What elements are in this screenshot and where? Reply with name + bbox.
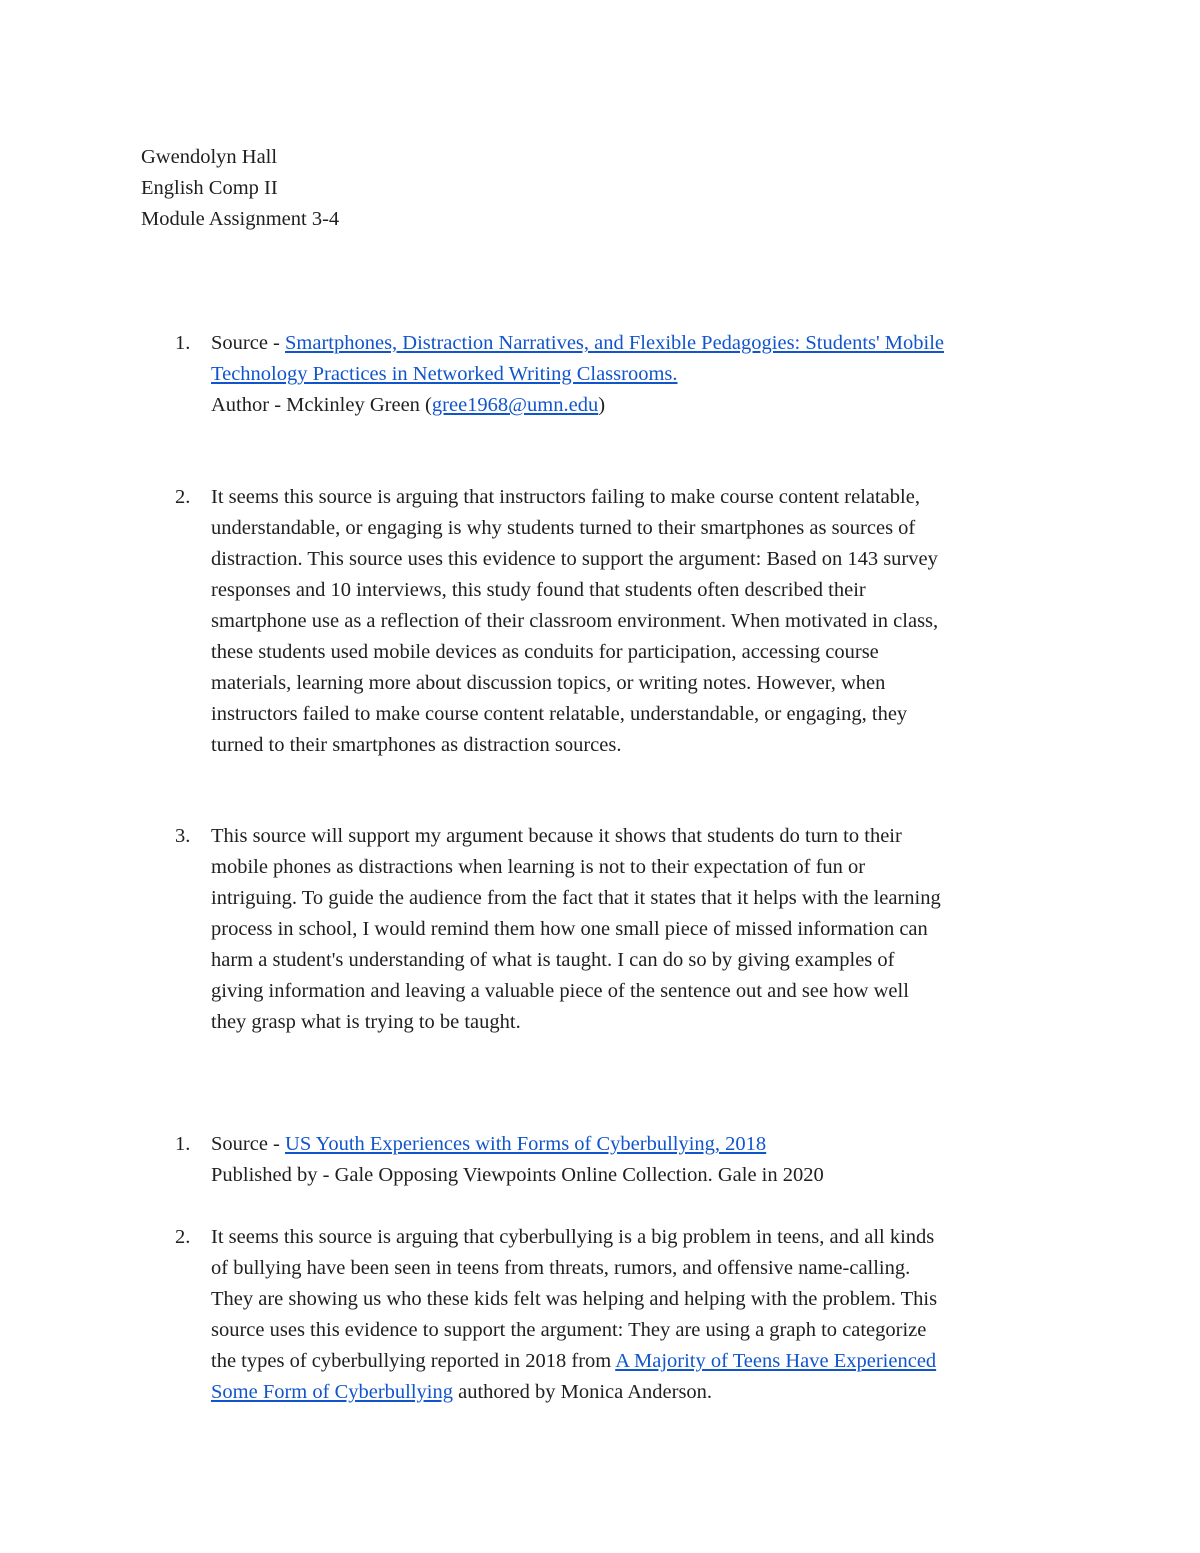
- paragraph-line: It seems this source is arguing that cyberbullying is a big problem in teens, and all kinds: [211, 1226, 935, 1248]
- author-label: Author - Mckinley Green (: [211, 394, 432, 416]
- paragraph-line: they grasp what is trying to be taught.: [211, 1011, 521, 1033]
- paragraph-line: mobile phones as distractions when learning is not to their expectation of fun or: [211, 856, 866, 878]
- paragraph-line: intriguing. To guide the audience from the fact that it states that it helps with the learning: [211, 887, 941, 909]
- paragraph-text: the types of cyberbullying reported in 2018 from: [211, 1350, 616, 1372]
- course-name: English Comp II: [141, 177, 278, 199]
- source-link-smartphones[interactable]: Smartphones, Distraction Narratives, and Flexible Pedagogies: Students' Mobile: [285, 332, 945, 354]
- source-label: Source -: [211, 332, 286, 354]
- source-link-cyberbullying[interactable]: US Youth Experiences with Forms of Cyberbullying, 2018: [285, 1133, 767, 1155]
- assignment-title: Module Assignment 3-4: [141, 208, 340, 230]
- paragraph-line: materials, learning more about discussion topics, or writing notes. However, when: [211, 672, 886, 694]
- paragraph-line: distraction. This source uses this evidence to support the argument: Based on 143 survey: [211, 548, 938, 570]
- article-link-majority-teens-cont[interactable]: Some Form of Cyberbullying: [211, 1381, 454, 1403]
- published-by: Published by - Gale Opposing Viewpoints Online Collection. Gale in 2020: [211, 1164, 824, 1186]
- paragraph-line: understandable, or engaging is why students turned to their smartphones as sources of: [211, 517, 916, 539]
- paragraph-line: It seems this source is arguing that instructors failing to make course content relatable,: [211, 486, 920, 508]
- document-header: [141, 142, 339, 235]
- paragraph-line: smartphone use as a reflection of their classroom environment. When motivated in class,: [211, 610, 939, 632]
- source-link-smartphones-cont[interactable]: Technology Practices in Networked Writing Classrooms.: [211, 363, 678, 385]
- paragraph-line: This source will support my argument because it shows that students do turn to their: [211, 825, 902, 847]
- paragraph-line: They are showing us who these kids felt was helping and helping with the problem. This: [211, 1288, 938, 1310]
- paragraph-line: harm a student's understanding of what is taught. I can do so by giving examples of: [211, 949, 895, 971]
- list-number: 1.: [175, 332, 191, 354]
- list-number: 3.: [175, 825, 191, 847]
- paragraph-text: authored by Monica Anderson.: [453, 1381, 713, 1403]
- article-link-majority-teens[interactable]: A Majority of Teens Have Experienced: [615, 1350, 937, 1372]
- paragraph-line: giving information and leaving a valuable piece of the sentence out and see how well: [211, 980, 909, 1002]
- paragraph-line: of bullying have been seen in teens from threats, rumors, and offensive name-calling.: [211, 1257, 911, 1279]
- list-number: 1.: [175, 1133, 191, 1155]
- paragraph-line: instructors failed to make course content relatable, understandable, or engaging, they: [211, 703, 908, 725]
- list-number: 2.: [175, 486, 191, 508]
- source-label: Source -: [211, 1133, 286, 1155]
- author-close-paren: ): [598, 394, 606, 416]
- author-email-link[interactable]: gree1968@umn.edu: [431, 394, 599, 416]
- paragraph-line: these students used mobile devices as conduits for participation, accessing course: [211, 641, 879, 663]
- paragraph-line: source uses this evidence to support the argument: They are using a graph to categorize: [211, 1319, 927, 1341]
- list-number: 2.: [175, 1226, 191, 1248]
- author-name: Gwendolyn Hall: [141, 146, 278, 168]
- paragraph-line: turned to their smartphones as distraction sources.: [211, 734, 622, 756]
- paragraph-line: process in school, I would remind them how one small piece of missed information can: [211, 918, 928, 940]
- paragraph-line: responses and 10 interviews, this study found that students often described their: [211, 579, 866, 601]
